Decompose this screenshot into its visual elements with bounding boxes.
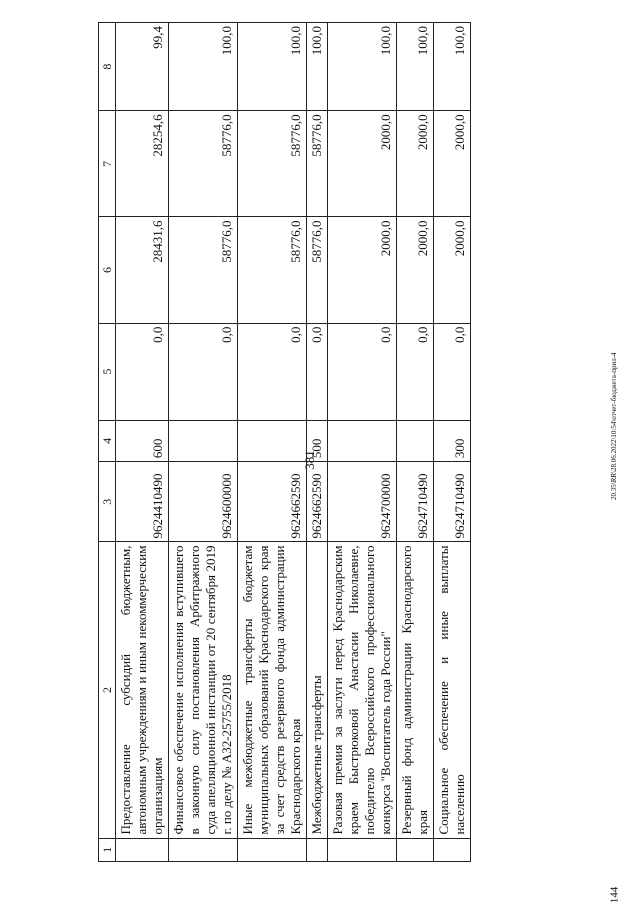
row-index-cell — [238, 838, 307, 861]
row-vr: 300 — [434, 420, 471, 461]
row-value-6: 58776,0 — [307, 217, 328, 323]
row-vr — [169, 420, 238, 461]
row-code: 9624662590 — [307, 462, 328, 542]
table-row — [434, 23, 471, 862]
row-index-cell — [169, 838, 238, 861]
row-index-cell — [328, 838, 397, 861]
header-cell: 7 — [99, 111, 116, 217]
row-index-cell — [307, 838, 328, 861]
row-value-8: 100,0 — [434, 23, 471, 111]
row-value-5: 0,0 — [238, 323, 307, 420]
row-value-5: 0,0 — [397, 323, 434, 420]
budget-table — [98, 22, 471, 862]
row-value-6: 2000,0 — [434, 217, 471, 323]
row-value-7: 58776,0 — [169, 111, 238, 217]
row-value-6: 28431,6 — [116, 217, 169, 323]
row-code: 9624662590 — [238, 462, 307, 542]
row-value-7: 2000,0 — [328, 111, 397, 217]
row-index-cell — [434, 838, 471, 861]
row-name: Финансовое обеспечение исполнения вступившего в законную силу постановления Арбитражного суда апелляционной инстанции от 20 сентября 2019 г. по делу № А32-25755/2018 — [169, 542, 238, 838]
row-value-8: 100,0 — [238, 23, 307, 111]
row-vr: 500 — [307, 420, 328, 461]
row-name: Иные межбюджетные трансферты бюджетам муниципальных образований Краснодарского края за счет средств резервного фонда администрации Краснодарского края — [238, 542, 307, 838]
row-value-6: 2000,0 — [397, 217, 434, 323]
table-row — [116, 23, 169, 862]
row-value-8: 99,4 — [116, 23, 169, 111]
row-vr — [328, 420, 397, 461]
row-index-cell — [397, 838, 434, 861]
row-name: Предоставление субсидий бюджетным, автономным учреждениям и иным некоммерческим организациям — [116, 542, 169, 838]
header-cell: 1 — [99, 838, 116, 861]
row-code: 9624600000 — [169, 462, 238, 542]
row-value-5: 0,0 — [434, 323, 471, 420]
row-vr — [397, 420, 434, 461]
row-value-8: 100,0 — [169, 23, 238, 111]
table-row — [328, 23, 397, 862]
row-vr — [238, 420, 307, 461]
row-value-6: 58776,0 — [169, 217, 238, 323]
row-value-7: 2000,0 — [397, 111, 434, 217]
row-value-5: 0,0 — [116, 323, 169, 420]
table-row — [307, 23, 328, 862]
row-value-8: 100,0 — [397, 23, 434, 111]
row-name: Разовая премия за заслуги перед Краснодарским краем Быстрюковой Анастасии Николаевне, победителю Всероссийского профессионального конкурса "Воспитатель года России" — [328, 542, 397, 838]
row-value-5: 0,0 — [328, 323, 397, 420]
row-index-cell — [116, 838, 169, 861]
row-value-6: 2000,0 — [328, 217, 397, 323]
table-row — [169, 23, 238, 862]
row-value-8: 100,0 — [328, 23, 397, 111]
row-name: Социальное обеспечение и иные выплаты населению — [434, 542, 471, 838]
footer-file-path: 20.35\RR\28.06.2022\10:54\отчет-бюджета-прил-4 — [610, 352, 618, 500]
header-cell: 2 — [99, 542, 116, 838]
row-name: Резервный фонд администрации Краснодарского края — [397, 542, 434, 838]
header-cell: 4 — [99, 420, 116, 461]
row-value-7: 28254,6 — [116, 111, 169, 217]
row-value-7: 2000,0 — [434, 111, 471, 217]
row-code: 9624710490 — [434, 462, 471, 542]
row-code: 9624410490 — [116, 462, 169, 542]
table-header-row — [99, 23, 116, 862]
row-name: Межбюджетные трансферты — [307, 542, 328, 838]
row-value-8: 100,0 — [307, 23, 328, 111]
row-value-5: 0,0 — [307, 323, 328, 420]
row-value-5: 0,0 — [169, 323, 238, 420]
row-vr: 600 — [116, 420, 169, 461]
row-code: 9624710490 — [397, 462, 434, 542]
table-row — [238, 23, 307, 862]
corner-page-mark: 144 — [608, 886, 621, 904]
row-value-7: 58776,0 — [307, 111, 328, 217]
row-code: 9624700000 — [328, 462, 397, 542]
header-cell: 5 — [99, 323, 116, 420]
page-number: 381 — [302, 450, 317, 470]
row-value-6: 58776,0 — [238, 217, 307, 323]
table-row — [397, 23, 434, 862]
row-value-7: 58776,0 — [238, 111, 307, 217]
header-cell: 6 — [99, 217, 116, 323]
header-cell: 8 — [99, 23, 116, 111]
header-cell: 3 — [99, 462, 116, 542]
